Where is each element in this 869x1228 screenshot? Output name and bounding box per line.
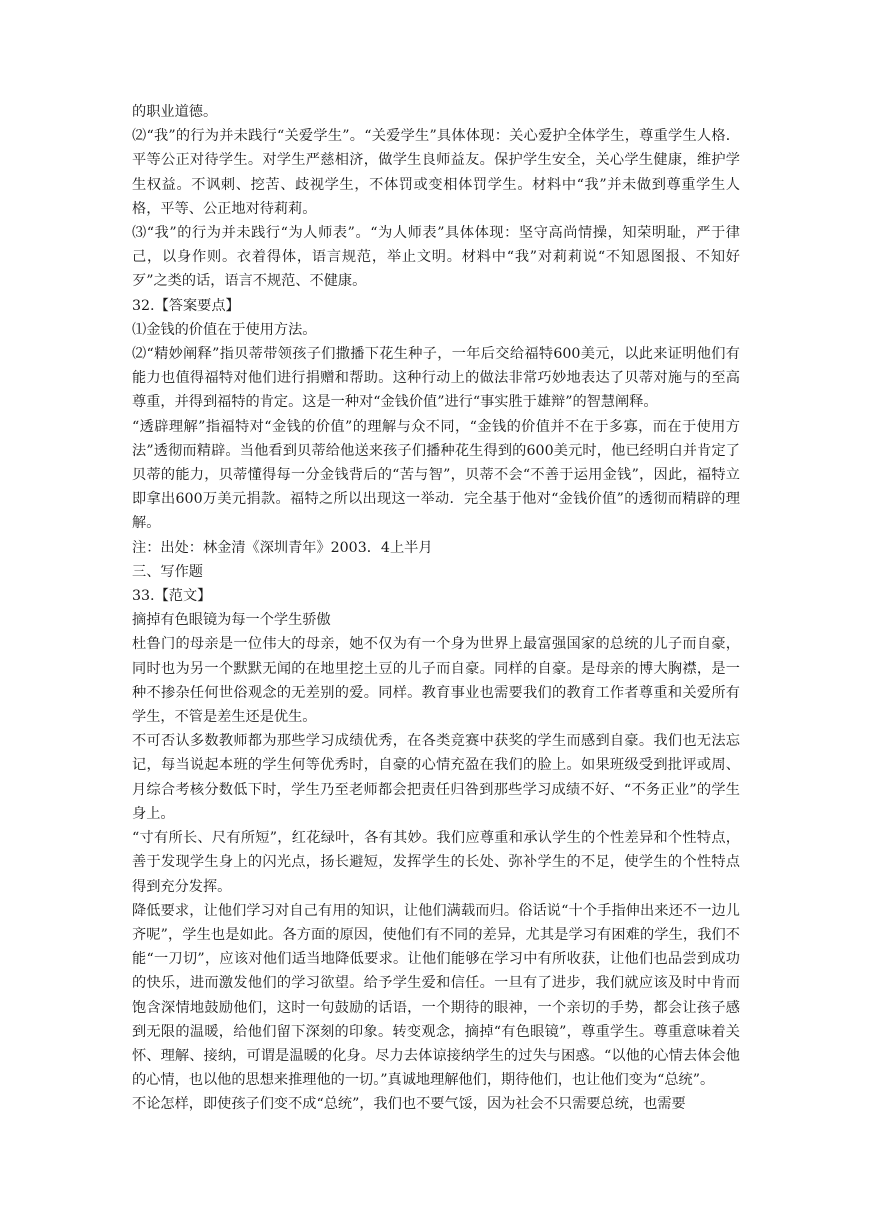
paragraph-prev-ending: 的职业道德。	[132, 104, 218, 120]
paragraph-subtle-explanation: ⑵“精妙阐释”指贝蒂带领孩子们撒播下花生种子，一年后交给福特600美元，以此来证明他们有能力也值得福特对他们进行捐赠和帮助。这种行动上的做法非常巧妙地表达了贝蒂对施与的至高尊重，并得到福特的肯定。这是一种对“金钱价值”进行“事实胜于雄辩”的智慧阐释。	[132, 346, 740, 411]
essay-paragraph-1: 杜鲁门的母亲是一位伟大的母亲，她不仅为有一个身为世界上最富强国家的总统的儿子而自豪，同时也为另一个默默无闻的在地里挖土豆的儿子而自豪。同样的自豪。是母亲的博大胸襟，是一种不掺杂任何世俗观念的无差别的爱。同样。教育事业也需要我们的教育工作者尊重和关爱所有学生，不管是差生还是优生。	[132, 636, 740, 726]
essay-title: 摘掉有色眼镜为每一个学生骄傲	[132, 612, 331, 629]
essay-paragraph-4: 降低要求，让他们学习对自己有用的知识，让他们满载而归。俗话说“十个手指伸出来还不一边儿齐呢”，学生也是如此。各方面的原因，使他们有不同的差异，尤其是学习有困难的学生，我们不能“一刀切”，应该对他们适当地降低要求。让他们能够在学习中有所收获，让他们也品尝到成功的快乐，进而激发他们的学习欲望。给予学生爱和信任。一旦有了进步，我们就应该及时中肯而饱含深情地鼓励他们，这时一句鼓励的话语，一个期待的眼神，一个亲切的手势，都会让孩子感到无限的温暖，给他们留下深刻的印象。转变观念，摘掉“有色眼镜”，尊重学生。尊重意味着关怀、理解、接纳，可谓是温暖的化身。尽力去体谅接纳学生的过失与困惑。“以他的心情去体会他的心情，也以他的思想来推理他的一切。”真诚地理解他们，期待他们，也让他们变为“总统”。	[132, 902, 740, 1089]
paragraph-money-value: ⑴金钱的价值在于使用方法。	[132, 321, 317, 338]
source-note: 注：出处：林金清《深圳青年》2003．4上半月	[132, 539, 433, 556]
paragraph-role-model: ⑶“我”的行为并未践行“为人师表”。“为人师表”具体体现：坚守高尚情操，知荣明耻，严于律己，以身作则。衣着得体，语言规范，举止文明。材料中“我”对莉莉说“不知恩图报、不知好歹”之类的话，语言不规范、不健康。	[132, 225, 740, 290]
paragraph-care-students: ⑵“我”的行为并未践行“关爱学生”。“关爱学生”具体体现：关心爱护全体学生，尊重学生人格．平等公正对待学生。对学生严慈相济，做学生良师益友。保护学生安全，关心学生健康，维护学生权益。不讽刺、挖苦、歧视学生，不体罚或变相体罚学生。材料中“我”并未做到尊重学生人格，平等、公正地对待莉莉。	[132, 128, 740, 217]
essay-paragraph-5: 不论怎样，即使孩子们变不成“总统”，我们也不要气馁，因为社会不只需要总统，也需要	[132, 1096, 686, 1113]
document-page	[132, 100, 740, 1117]
heading-answer-32: 32.【答案要点】	[132, 297, 240, 314]
essay-paragraph-2: 不可否认多数教师都为那些学习成绩优秀，在各类竞赛中获奖的学生而感到自豪。我们也无法忘记，每当说起本班的学生何等优秀时，自豪的心情充盈在我们的脸上。如果班级受到批评或周、月综合考核分数低下时，学生乃至老师都会把责任归咎到那些学习成绩不好、“不务正业”的学生身上。	[132, 733, 740, 822]
heading-model-essay-33: 33.【范文】	[132, 588, 212, 605]
section-heading-writing: 三、写作题	[132, 563, 203, 580]
paragraph-insightful-understanding: “透辟理解”指福特对“金钱的价值”的理解与众不同，“金钱的价值并不在于多寡，而在于使用方法”透彻而精辟。当他看到贝蒂给他送来孩子们播种花生得到的600美元时，他已经明白并肯定了贝蒂的能力，贝蒂懂得每一分金钱背后的“苦与智”，贝蒂不会“不善于运用金钱”，因此，福特立即拿出600万美元捐款。福特之所以出现这一举动．完全基于他对“金钱价值”的透彻而精辟的理解。	[132, 418, 740, 532]
essay-paragraph-3: “寸有所长、尺有所短”，红花绿叶，各有其妙。我们应尊重和承认学生的个性差异和个性特点，善于发现学生身上的闪光点，扬长避短，发挥学生的长处、弥补学生的不足，使学生的个性特点得到充分发挥。	[132, 830, 740, 895]
